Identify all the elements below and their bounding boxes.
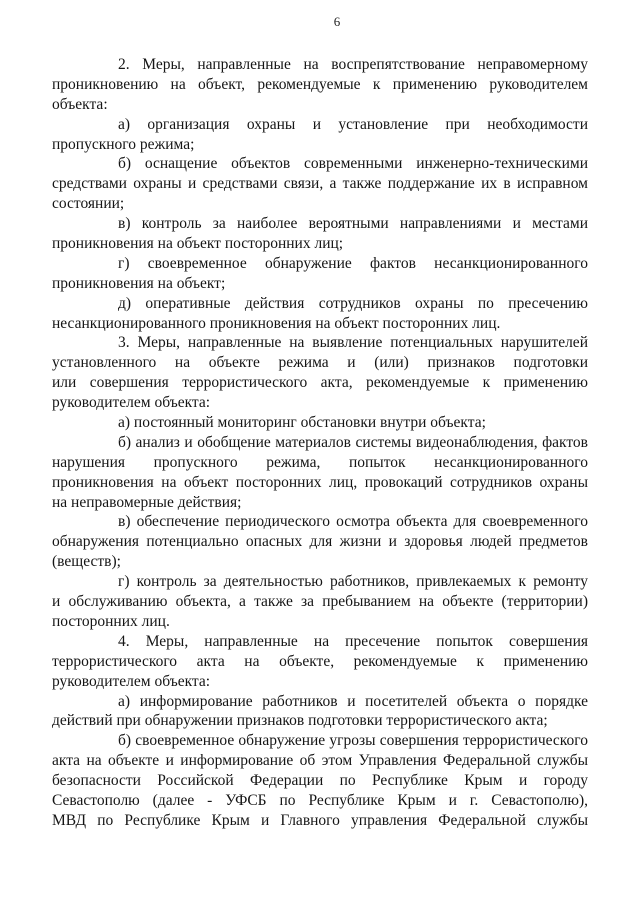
paragraph-item (52, 154, 588, 214)
text-line: б) своевременное обнаружение угрозы совершения террористического (118, 732, 588, 750)
paragraph-measures-2 (52, 55, 588, 115)
paragraph-measures-3 (52, 333, 588, 413)
text-line: несанкционированного проникновения на объект посторонних лиц. (52, 314, 501, 332)
text-line: б) анализ и обобщение материалов системы видеонаблюдения, фактов (118, 433, 588, 451)
text-line: объекта: (52, 95, 108, 113)
text-line: и обслуживанию объекта, а также за пребыванием на объекте (территории) (52, 593, 588, 611)
text-line: установленного на объекте режима и (или) признаков подготовки (52, 354, 588, 372)
text-line: 2. Меры, направленные на воспрепятствование неправомерному (118, 56, 588, 73)
paragraph-item (52, 572, 588, 632)
text-line: на неправомерные действия; (52, 493, 242, 511)
paragraph-item (52, 115, 588, 155)
paragraph-item (52, 731, 588, 830)
text-line: МВД по Республике Крым и Главного управления Федеральной службы (52, 811, 588, 829)
text-line: обнаружения потенциально опасных для жизни и здоровья людей предметов (52, 533, 588, 551)
text-line: террористического акта на объекте, рекомендуемые к применению (52, 652, 588, 670)
text-line: руководителем объекта: (52, 672, 211, 690)
paragraph-item (52, 214, 588, 254)
text-line: проникновению на объект, рекомендуемые к применению руководителем (52, 75, 588, 93)
paragraph-measures-4 (52, 632, 588, 692)
text-line: состоянии; (52, 195, 125, 213)
text-line: действий при обнаружении признаков подготовки террористического акта; (52, 712, 548, 730)
text-line: 3. Меры, направленные на выявление потенциальных нарушителей (118, 334, 588, 352)
paragraph-item (52, 254, 588, 294)
text-line: Севастополю (далее - УФСБ по Республике Крым и г. Севастополю), (52, 791, 588, 809)
text-line: г) своевременное обнаружение фактов несанкционированного (118, 254, 588, 272)
text-line: в) обеспечение периодического осмотра объекта для своевременного (118, 513, 588, 531)
paragraph-item (52, 512, 588, 572)
text-line: безопасности Российской Федерации по Республике Крым и городу (52, 772, 588, 790)
text-line: д) оперативные действия сотрудников охраны по пресечению (118, 294, 588, 312)
text-line: в) контроль за наиболее вероятными направлениями и местами (118, 215, 588, 233)
text-line: а) постоянный мониторинг обстановки внутри объекта; (118, 414, 486, 432)
text-line: (веществ); (52, 553, 121, 571)
text-line: проникновения на объект посторонних лиц, провокаций сотрудников охраны (52, 473, 588, 491)
paragraph-item (52, 692, 588, 732)
text-line: г) контроль за деятельностью работников, привлекаемых к ремонту (118, 573, 588, 591)
text-line: средствами охраны и средствами связи, а также поддержание их в исправном (52, 175, 588, 193)
text-line: акта на объекте и информирование об этом Управления Федеральной службы (52, 752, 588, 770)
paragraph-item (52, 294, 588, 334)
text-line: а) организация охраны и установление при необходимости (118, 115, 588, 133)
text-line: проникновения на объект посторонних лиц; (52, 235, 344, 253)
text-line: проникновения на объект; (52, 274, 226, 292)
text-line: пропускного режима; (52, 135, 195, 153)
document-body (52, 55, 588, 831)
text-line: 4. Меры, направленные на пресечение попыток совершения (118, 632, 588, 650)
paragraph-item (52, 413, 588, 433)
text-line: или совершения террористического акта, рекомендуемые к применению (52, 374, 588, 392)
text-line: руководителем объекта: (52, 394, 211, 412)
page-number: 6 (333, 14, 341, 29)
text-line: б) оснащение объектов современными инженерно-техническими (118, 155, 588, 173)
paragraph-item (52, 433, 588, 513)
text-line: нарушения пропускного режима, попыток несанкционированного (52, 453, 588, 471)
text-line: а) информирование работников и посетителей объекта о порядке (118, 692, 588, 710)
text-line: посторонних лиц. (52, 612, 170, 630)
